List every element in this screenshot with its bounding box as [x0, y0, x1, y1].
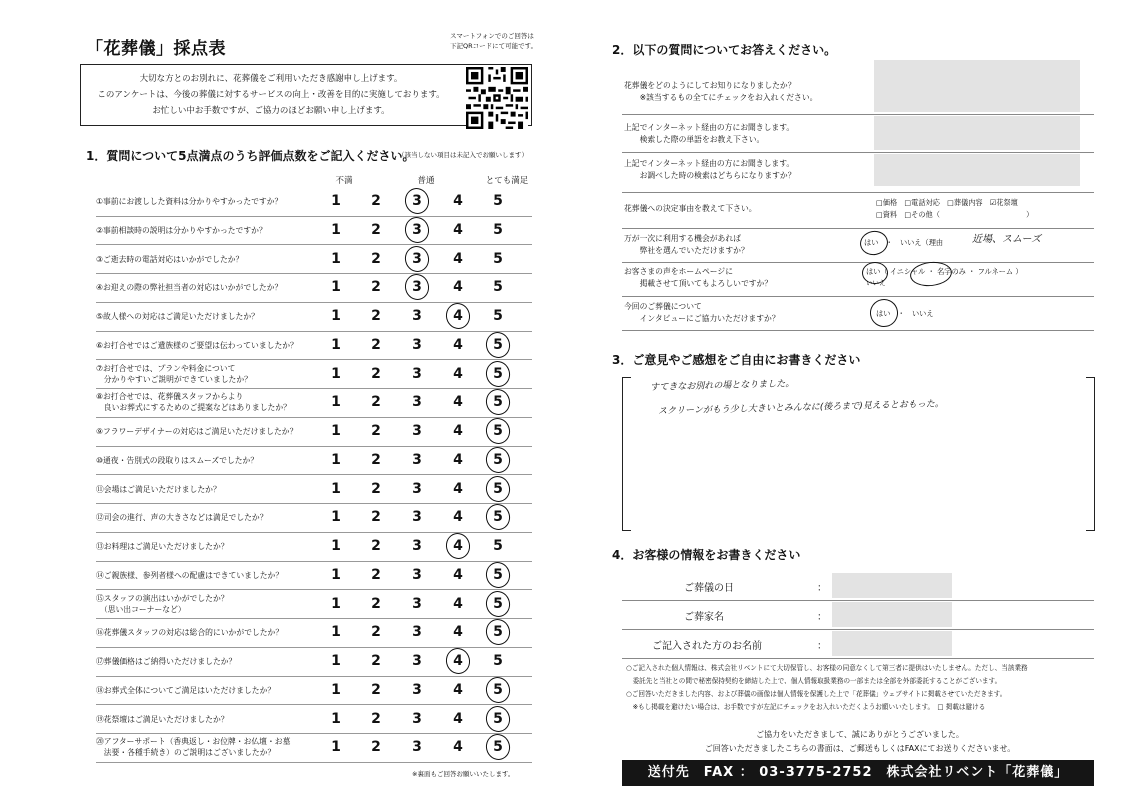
- score-option-4[interactable]: 4: [453, 566, 463, 583]
- info-row-family-name: [622, 601, 1094, 630]
- score-option-1[interactable]: 1: [331, 221, 341, 238]
- score-option-3[interactable]: 3: [412, 480, 422, 497]
- score-option-2[interactable]: 2: [371, 681, 381, 698]
- selected-answer-circle: [483, 703, 513, 734]
- qr-code: [466, 67, 528, 129]
- comment-bracket-right: [1086, 377, 1095, 531]
- question-row: [96, 733, 532, 763]
- question-text: ⑦お打合せでは、プランや料金について 分かりやすいご説明ができていましたか？: [96, 363, 252, 384]
- selected-answer-circle: [483, 559, 513, 590]
- s2-row-reason: [622, 192, 1094, 229]
- score-option-4[interactable]: 4: [453, 250, 463, 267]
- answer-circle: [868, 297, 900, 329]
- s2-question-reason: 花葬儀への決定事由を教えて下さい。: [624, 204, 757, 213]
- section3-title: 3．ご意見やご感想をご自由にお書きください: [612, 353, 861, 367]
- question-row: [96, 417, 532, 447]
- question-row: [96, 216, 532, 246]
- score-option-4[interactable]: 4: [453, 624, 463, 641]
- selected-answer-circle: [443, 645, 473, 676]
- redacted-answer: [832, 602, 952, 627]
- score-option-2[interactable]: 2: [371, 221, 381, 238]
- score-option-5[interactable]: 5: [493, 595, 503, 612]
- score-option-1[interactable]: 1: [331, 566, 341, 583]
- selected-answer-circle: [402, 185, 432, 216]
- question-row: [96, 446, 532, 476]
- info-colon: ：: [817, 612, 827, 623]
- s2-row-reuse: [622, 228, 1094, 263]
- redacted-answer: [874, 116, 1080, 150]
- score-option-4[interactable]: 4: [453, 193, 463, 209]
- score-option-4[interactable]: 4: [453, 653, 463, 669]
- question-text: ⑤故人様への対応はご満足いただけましたか？: [96, 312, 259, 321]
- score-option-4[interactable]: 4: [453, 480, 463, 497]
- s2-row-source: [622, 70, 1094, 115]
- redacted-answer: [874, 60, 1080, 112]
- score-option-2[interactable]: 2: [371, 739, 381, 756]
- question-text: ⑳アフターサポート（香典返し・お位牌・お仏壇・お墓 法要・各種手続き）のご説明はございましたか？: [96, 737, 291, 758]
- score-option-4[interactable]: 4: [453, 394, 463, 411]
- score-option-4[interactable]: 4: [453, 681, 463, 698]
- score-option-3[interactable]: 3: [412, 681, 422, 698]
- question-text: ⑬お料理はご満足いただけましたか？: [96, 542, 229, 551]
- selected-answer-circle: [483, 358, 513, 389]
- score-option-4[interactable]: 4: [453, 538, 463, 554]
- score-option-3[interactable]: 3: [412, 250, 422, 267]
- section1-title: 1．質問について5点満点のうち評価点数をご記入ください。: [86, 149, 415, 163]
- scale-label-low: 不満: [335, 176, 353, 186]
- selected-answer-circle: [402, 272, 432, 303]
- score-option-3[interactable]: 3: [412, 653, 422, 669]
- reason-options-1: □価格 □電話対応 □葬儀内容 ☑花祭壇: [876, 198, 1018, 207]
- score-option-2[interactable]: 2: [371, 365, 381, 382]
- score-option-4[interactable]: 4: [453, 595, 463, 612]
- score-option-3[interactable]: 3: [412, 221, 422, 238]
- question-text: ⑪会場はご満足いただけましたか？: [96, 484, 221, 494]
- privacy-notice: ○ご記入された個人情報は、株式会社リベントにて大切保管し、お客様の同意なくして第三者に提供はいたしません。ただし、当該業務 委託先と当社との間で秘密保持契約を締結した上で、個人情報取扱業務の一部または全部を外部委託することがございます。 ○ご回答いただきました内容、および葬儀の画像は個人情報を保護した上で「花葬儀」ウェブサイトに掲載させていただきます。 ※もし掲載を避けたい場合は、お手数ですが左記にチェックをお入れいただくようお願いいたします。 □ 掲載は避ける: [626, 664, 1028, 711]
- score-option-1[interactable]: 1: [331, 710, 341, 727]
- smartphone-note: スマートフォンでのご回答は 下記QRコードにて可能です。: [450, 32, 538, 50]
- s2-row-publish: [622, 262, 1094, 297]
- question-row: [96, 590, 532, 620]
- question-text: ⑩通夜・告別式の段取りはスムーズでしたか？: [96, 455, 259, 465]
- scale-label-mid: 普通: [417, 176, 435, 186]
- score-option-2[interactable]: 2: [371, 566, 381, 583]
- score-option-1[interactable]: 1: [331, 595, 341, 612]
- score-option-1[interactable]: 1: [331, 653, 341, 669]
- reuse-options: はい ・ いいえ（理由: [864, 238, 944, 247]
- section2-title: 2．以下の質問についてお答えください。: [612, 43, 837, 57]
- score-option-5[interactable]: 5: [493, 279, 503, 296]
- info-label: ご葬儀の日: [684, 583, 734, 594]
- score-option-3[interactable]: 3: [412, 451, 422, 468]
- selected-answer-circle: [483, 502, 513, 533]
- score-option-2[interactable]: 2: [371, 279, 381, 296]
- question-text: ③ご逝去時の電話対応はいかがでしたか？: [96, 254, 244, 264]
- score-option-1[interactable]: 1: [331, 336, 341, 353]
- publish-options: はい（ イニシャル ・ 名字のみ ・ フルネーム ）: [866, 267, 1023, 276]
- score-option-2[interactable]: 2: [371, 480, 381, 497]
- answer-circle: [862, 262, 888, 284]
- score-option-5[interactable]: 5: [493, 308, 503, 324]
- score-option-3[interactable]: 3: [412, 336, 422, 353]
- score-option-3[interactable]: 3: [412, 279, 422, 296]
- score-option-3[interactable]: 3: [412, 308, 422, 324]
- score-option-2[interactable]: 2: [371, 509, 381, 526]
- s2-question-publish: お客さまの声をホームページに 掲載させて頂いてもよろしいですか？: [624, 267, 773, 288]
- score-option-5[interactable]: 5: [493, 250, 503, 267]
- score-option-5[interactable]: 5: [493, 624, 503, 641]
- question-text: ②事前相談時の説明は分かりやすかったですか？: [96, 225, 267, 235]
- comment-handwritten-1: すてきなお別れの場となりました。: [649, 379, 795, 393]
- score-option-5[interactable]: 5: [493, 394, 503, 411]
- score-option-5[interactable]: 5: [493, 566, 503, 583]
- redacted-answer: [874, 154, 1080, 186]
- score-option-3[interactable]: 3: [412, 710, 422, 727]
- selected-answer-circle: [483, 329, 513, 360]
- score-option-4[interactable]: 4: [453, 423, 463, 439]
- score-option-4[interactable]: 4: [453, 365, 463, 382]
- score-option-1[interactable]: 1: [331, 451, 341, 468]
- question-text: ⑯花葬儀スタッフの対応は総合的にいかがでしたか？: [96, 628, 284, 638]
- question-row: [96, 475, 532, 505]
- score-option-1[interactable]: 1: [331, 365, 341, 382]
- question-row: [96, 561, 532, 591]
- s2-question-source: 花葬儀をどのようにしてお知りになりましたか？ ※該当するもの全てにチェックをお入れください。: [624, 81, 818, 102]
- score-option-2[interactable]: 2: [371, 595, 381, 612]
- question-row: [96, 676, 532, 706]
- question-row: [96, 705, 532, 735]
- score-option-1[interactable]: 1: [331, 394, 341, 411]
- score-option-1[interactable]: 1: [331, 739, 341, 756]
- score-option-5[interactable]: 5: [493, 365, 503, 382]
- question-text: ⑰葬儀価格はご納得いただけましたか？: [96, 657, 237, 666]
- score-option-3[interactable]: 3: [412, 509, 422, 526]
- question-row: [96, 388, 532, 418]
- section1-note: （該当しない項目は未記入でお願いします）: [398, 151, 528, 159]
- score-option-1[interactable]: 1: [331, 480, 341, 497]
- question-text: ⑨フラワーデザイナーの対応はご満足いただけましたか？: [96, 427, 298, 436]
- thanks-text: ご協力をいただきまして、誠にありがとうございました。 ご回答いただきましたこちらの書面は、ご郵送もしくはFAXにてお送りくださいませ。: [704, 730, 1016, 753]
- score-option-2[interactable]: 2: [371, 451, 381, 468]
- score-option-5[interactable]: 5: [493, 538, 503, 554]
- score-option-2[interactable]: 2: [371, 193, 381, 209]
- footnote: ※裏面もご回答お願いいたします。: [412, 770, 515, 778]
- score-option-1[interactable]: 1: [331, 681, 341, 698]
- score-option-3[interactable]: 3: [412, 423, 422, 439]
- question-text: ①事前にお渡しした資料は分かりやすかったですか？: [96, 197, 283, 206]
- score-option-5[interactable]: 5: [493, 336, 503, 353]
- question-row: [96, 302, 532, 332]
- score-option-2[interactable]: 2: [371, 394, 381, 411]
- selected-answer-circle: [483, 674, 513, 705]
- score-option-3[interactable]: 3: [412, 566, 422, 583]
- reason-options-2: □資料 □その他（ ）: [876, 210, 1034, 219]
- s2-question-engine: 上記でインターネット経由の方にお聞きします。 お調べした時の検索はどちらになりますか？: [624, 159, 796, 180]
- score-option-1[interactable]: 1: [331, 423, 341, 439]
- question-text: ⑮スタッフの演出はいかがでしたか？ （思い出コーナーなど）: [96, 593, 229, 614]
- score-option-2[interactable]: 2: [371, 336, 381, 353]
- selected-answer-circle: [402, 243, 432, 274]
- score-option-2[interactable]: 2: [371, 710, 381, 727]
- selected-answer-circle: [483, 473, 513, 504]
- question-row: [96, 187, 532, 217]
- reuse-reason-handwritten: 近場、スムーズ: [972, 234, 1041, 245]
- score-option-5[interactable]: 5: [493, 423, 503, 439]
- score-option-4[interactable]: 4: [453, 509, 463, 526]
- score-option-3[interactable]: 3: [412, 538, 422, 554]
- score-option-3[interactable]: 3: [412, 365, 422, 382]
- comment-bracket-left: [622, 377, 631, 531]
- score-option-4[interactable]: 4: [453, 336, 463, 353]
- section4-title: 4．お客様の情報をお書きください: [612, 548, 801, 562]
- s2-question-reuse: 万が一次に利用する機会があれば 弊社を選んでいただけますか？: [624, 234, 749, 255]
- score-option-2[interactable]: 2: [371, 423, 381, 439]
- question-row: [96, 532, 532, 562]
- fax-bar: 送付先 FAX ： 03-3775-2752 株式会社リベント「花葬儀」: [622, 760, 1094, 786]
- info-row-funeral-date: [622, 572, 1094, 601]
- score-option-5[interactable]: 5: [493, 739, 503, 756]
- score-option-5[interactable]: 5: [493, 509, 503, 526]
- selected-answer-circle: [483, 617, 513, 648]
- score-option-4[interactable]: 4: [453, 739, 463, 756]
- info-colon: ：: [817, 641, 827, 652]
- score-option-4[interactable]: 4: [453, 221, 463, 238]
- score-option-2[interactable]: 2: [371, 624, 381, 641]
- page-title: 「花葬儀」採点表: [86, 39, 226, 59]
- score-option-1[interactable]: 1: [331, 509, 341, 526]
- score-option-1[interactable]: 1: [331, 250, 341, 267]
- score-option-5[interactable]: 5: [493, 193, 503, 209]
- score-option-4[interactable]: 4: [453, 279, 463, 296]
- answer-circle: [858, 229, 890, 257]
- score-option-4[interactable]: 4: [453, 308, 463, 324]
- question-text: ④お迎えの際の弊社担当者の対応はいかがでしたか？: [96, 283, 283, 293]
- question-row: [96, 273, 532, 303]
- score-option-3[interactable]: 3: [412, 595, 422, 612]
- question-row: [96, 618, 532, 648]
- score-option-1[interactable]: 1: [331, 624, 341, 641]
- redacted-answer: [832, 573, 952, 598]
- score-option-4[interactable]: 4: [453, 451, 463, 468]
- s2-question-keyword: 上記でインターネット経由の方にお聞きします。 検索した際の単語をお教え下さい。: [624, 123, 795, 144]
- question-row: [96, 331, 532, 361]
- info-row-writer-name: [622, 630, 1094, 659]
- interview-options: はい ・ いいえ: [876, 309, 934, 318]
- score-option-5[interactable]: 5: [493, 653, 503, 669]
- score-option-1[interactable]: 1: [331, 308, 341, 324]
- question-row: [96, 647, 532, 677]
- info-label: ご葬家名: [684, 612, 724, 623]
- selected-answer-circle: [402, 214, 432, 245]
- question-text: ⑲花祭壇はご満足いただけましたか？: [96, 714, 229, 724]
- question-row: [96, 360, 532, 390]
- question-text: ⑥お打合せではご遺族様のご要望は伝わっていましたか？: [96, 340, 298, 350]
- question-row: [96, 245, 532, 275]
- score-option-1[interactable]: 1: [331, 193, 341, 209]
- selected-answer-circle: [443, 530, 473, 561]
- score-option-5[interactable]: 5: [493, 480, 503, 497]
- comment-handwritten-2: スクリーンがもう少し大きいとみんなに(後ろまで)見えるとおもった。: [657, 399, 944, 417]
- score-option-2[interactable]: 2: [371, 653, 381, 669]
- score-option-5[interactable]: 5: [493, 451, 503, 468]
- selected-answer-circle: [483, 732, 513, 763]
- score-option-2[interactable]: 2: [371, 250, 381, 267]
- question-text: ⑭ご親族様、参列者様への配慮はできていましたか？: [96, 570, 284, 580]
- score-option-3[interactable]: 3: [412, 624, 422, 641]
- selected-answer-circle: [483, 444, 513, 475]
- redacted-answer: [832, 631, 952, 656]
- score-option-4[interactable]: 4: [453, 710, 463, 727]
- selected-answer-circle: [483, 588, 513, 619]
- score-option-5[interactable]: 5: [493, 710, 503, 727]
- intro-text: 大切な方とのお別れに、花葬儀をご利用いただき感謝申し上げます。 このアンケートは、今後の葬儀に対するサービスの向上・改善を目的に実施しております。 お忙しい中お手数ですが、ご協力のほどお願い申し上げます。: [97, 74, 445, 116]
- score-option-1[interactable]: 1: [331, 538, 341, 554]
- s2-row-interview: [622, 296, 1094, 331]
- score-option-3[interactable]: 3: [412, 739, 422, 756]
- score-option-2[interactable]: 2: [371, 308, 381, 324]
- question-text: ⑫司会の進行、声の大きさなどは満足でしたか？: [96, 513, 268, 523]
- score-option-5[interactable]: 5: [493, 221, 503, 238]
- s2-row-engine: [622, 152, 1094, 193]
- s2-row-keyword: [622, 114, 1094, 153]
- question-text: ⑧お打合せでは、花葬儀スタッフからより 良いお葬式にするためのご提案などはありましたか？: [96, 392, 291, 413]
- s2-question-interview: 今回のご葬儀について インタビューにご協力いただけますか？: [624, 302, 780, 323]
- info-label: ご記入された方のお名前: [652, 641, 762, 652]
- score-option-3[interactable]: 3: [412, 394, 422, 411]
- question-text: ⑱お葬式全体についてご満足はいただけましたか？: [96, 685, 276, 695]
- selected-answer-circle: [483, 387, 513, 418]
- publish-no-option: いいえ: [866, 279, 886, 287]
- question-row: [96, 503, 532, 533]
- selected-answer-circle: [483, 415, 513, 446]
- scale-label-high: とても満足: [485, 176, 529, 186]
- score-option-1[interactable]: 1: [331, 279, 341, 296]
- score-option-5[interactable]: 5: [493, 681, 503, 698]
- answer-circle: [909, 260, 953, 288]
- info-colon: ：: [817, 583, 827, 594]
- score-option-2[interactable]: 2: [371, 538, 381, 554]
- score-option-3[interactable]: 3: [412, 193, 422, 209]
- selected-answer-circle: [443, 300, 473, 331]
